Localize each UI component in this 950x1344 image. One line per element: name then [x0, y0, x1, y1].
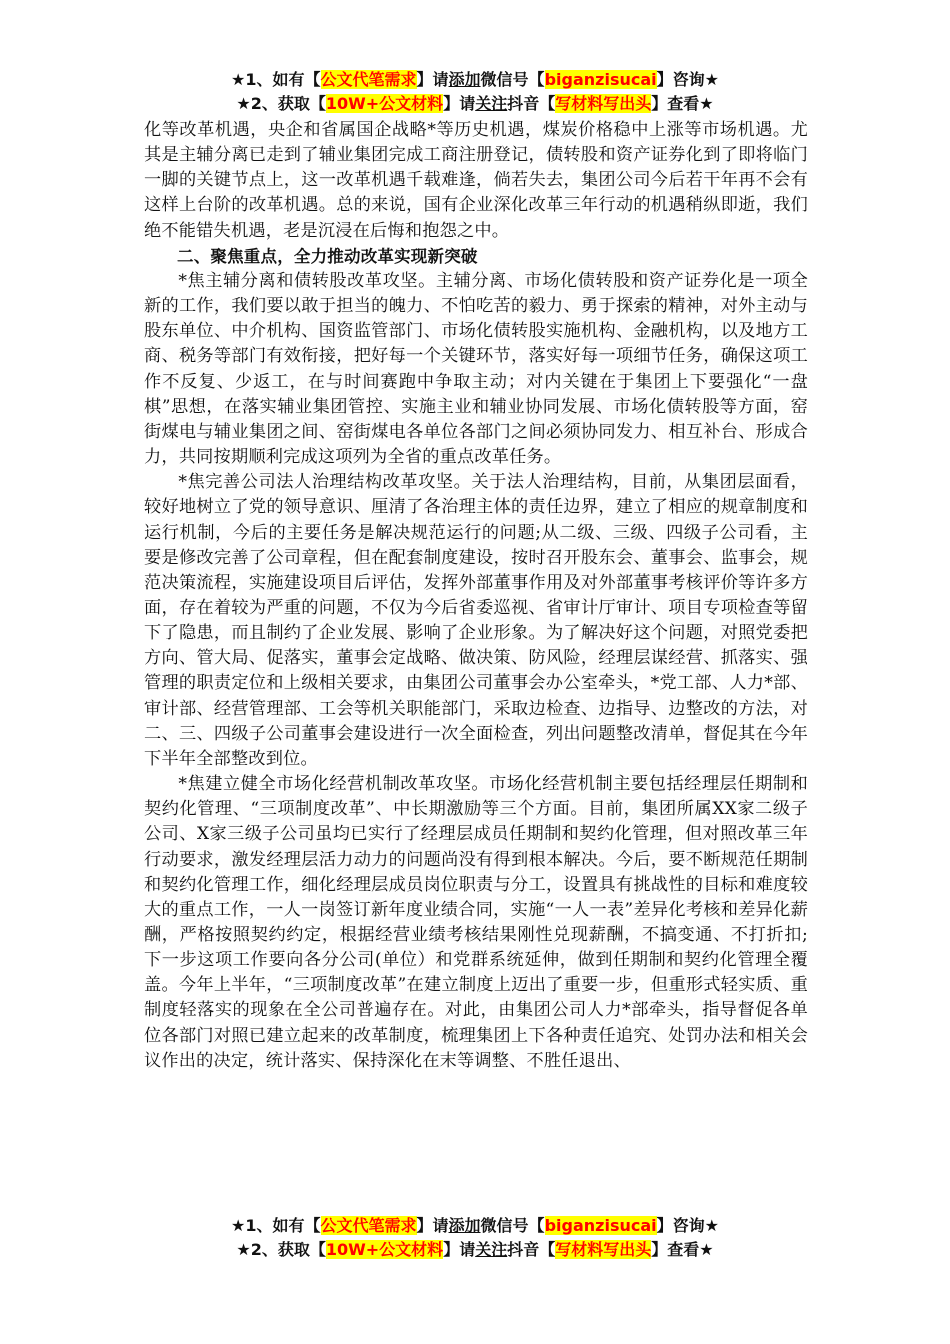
- banner-text: 抖音【: [507, 1240, 556, 1259]
- banner-underline: 关注: [475, 94, 508, 113]
- paragraph-continued: 化等改革机遇，央企和省属国企战略*等历史机遇，煤炭价格稳中上涨等市场机遇。尤其是主辅分离已走到了辅业集团完成工商注册登记，债转股和资产证券化到了即将临门一脚的关键节点上，这一改革机遇千载难逢，倘若失去，集团公司今后若干年再不会有这样上台阶的改革机遇。总的来说，国有企业深化改革三年行动的机遇稍纵即逝，我们绝不能错失机遇，老是沉浸在后悔和抱怨之中。: [144, 120, 808, 241]
- banner-underline: 添加: [448, 70, 481, 89]
- banner-line-1: [0, 68, 950, 92]
- banner-text: ★2、获取【: [236, 94, 326, 113]
- banner-text: 】咨询★: [656, 1216, 719, 1235]
- banner-text: 】请: [416, 70, 449, 89]
- header-banner: [0, 68, 950, 116]
- banner-text: 微信号【: [480, 70, 545, 89]
- footer-banner: [0, 1214, 950, 1262]
- banner-highlight: 10W+公文材料: [325, 94, 444, 113]
- banner-highlight: 10W+公文材料: [325, 1240, 444, 1259]
- banner-underline: 关注: [475, 1240, 508, 1259]
- banner-underline: 添加: [448, 1216, 481, 1235]
- document-body: [144, 118, 808, 1074]
- banner-text: ★2、获取【: [236, 1240, 326, 1259]
- paragraph: *焦完善公司法人治理结构改革攻坚。关于法人治理结构，目前，从集团层面看，较好地树立了党的领导意识、厘清了各治理主体的责任边界，建立了相应的规章制度和运行机制，今后的主要任务是解决规范运行的问题;从二级、三级、四级子公司看，主要是修改完善了公司章程，但在配套制度建设，按时召开股东会、董事会、监事会，规范决策流程，实施建设项目后评估，发挥外部董事作用及对外部董事考核评价等许多方面，存在着较为严重的问题，不仅为今后省委巡视、省审计厅审计、项目专项检查等留下了隐患，而且制约了企业发展、影响了企业形象。为了解决好这个问题，对照党委把方向、管大局、促落实，董事会定战略、做决策、防风险，经理层谋经营、抓落实、强管理的职责定位和上级相关要求，由集团公司董事会办公室牵头，*党工部、人力*部、审计部、经营管理部、工会等机关职能部门，采取边检查、边指导、边整改的方法，对二、三、四级子公司董事会建设进行一次全面检查，列出问题整改清单，督促其在今年下半年全部整改到位。: [144, 472, 808, 769]
- banner-text: 】查看★: [651, 1240, 714, 1259]
- banner-text: 】咨询★: [656, 70, 719, 89]
- section-heading: 二、聚焦重点，全力推动改革实现新突破: [177, 246, 478, 266]
- banner-highlight: biganzisucai: [544, 1216, 657, 1235]
- banner-text: ★1、如有【: [231, 70, 321, 89]
- banner-highlight: biganzisucai: [544, 70, 657, 89]
- banner-line-2: [0, 92, 950, 116]
- banner-highlight: 写材料写出头: [555, 1240, 652, 1259]
- banner-text: 】请: [416, 1216, 449, 1235]
- banner-highlight: 写材料写出头: [555, 94, 652, 113]
- banner-text: 抖音【: [507, 94, 556, 113]
- paragraph: *焦建立健全市场化经营机制改革攻坚。市场化经营机制主要包括经理层任期制和契约化管理、“三项制度改革”、中长期激励等三个方面。目前，集团所属XX家二级子公司、X家三级子公司虽均已实行了经理层成员任期制和契约化管理，但对照改革三年行动要求，激发经理层活力动力的问题尚没有得到根本解决。今后，要不断规范任期制和契约化管理工作，细化经理层成员岗位职责与分工，设置具有挑战性的目标和难度较大的重点工作，一人一岗签订新年度业绩合同，实施“一人一表”差异化考核和差异化薪酬，严格按照契约约定，根据经营业绩考核结果刚性兑现薪酬，不搞变通、不打折扣;下一步这项工作要向各分公司(单位）和党群系统延伸，做到任期制和契约化管理全覆盖。今年上半年，“三项制度改革”在建立制度上迈出了重要一步，但重形式轻实质、重制度轻落实的现象在全公司普遍存在。对此，由集团公司人力*部牵头，指导督促各单位各部门对照已建立起来的改革制度，梳理集团上下各种责任追究、处罚办法和相关会议作出的决定，统计落实、保持深化在末等调整、不胜任退出、: [144, 774, 808, 1071]
- banner-line-2: [0, 1238, 950, 1262]
- banner-text: 】请: [443, 94, 476, 113]
- banner-text: 微信号【: [480, 1216, 545, 1235]
- banner-text: 】请: [443, 1240, 476, 1259]
- paragraph: *焦主辅分离和债转股改革攻坚。主辅分离、市场化债转股和资产证券化是一项全新的工作，我们要以敢于担当的魄力、不怕吃苦的毅力、勇于探索的精神，对外主动与股东单位、中介机构、国资监管部门、市场化债转股实施机构、金融机构，以及地方工商、税务等部门有效衔接，把好每一个关键环节，落实好每一项细节任务，确保这项工作不反复、少返工，在与时间赛跑中争取主动；对内关键在于集团上下要强化“一盘棋”思想，在落实辅业集团管控、实施主业和辅业协同发展、市场化债转股等方面，窑街煤电与辅业集团之间、窑街煤电各单位各部门之间必须协同发力、相互补台、形成合力，共同按期顺利完成这项列为全省的重点改革任务。: [144, 270, 808, 468]
- banner-highlight: 公文代笔需求: [320, 70, 417, 89]
- banner-line-1: [0, 1214, 950, 1238]
- banner-text: ★1、如有【: [231, 1216, 321, 1235]
- banner-highlight: 公文代笔需求: [320, 1216, 417, 1235]
- banner-text: 】查看★: [651, 94, 714, 113]
